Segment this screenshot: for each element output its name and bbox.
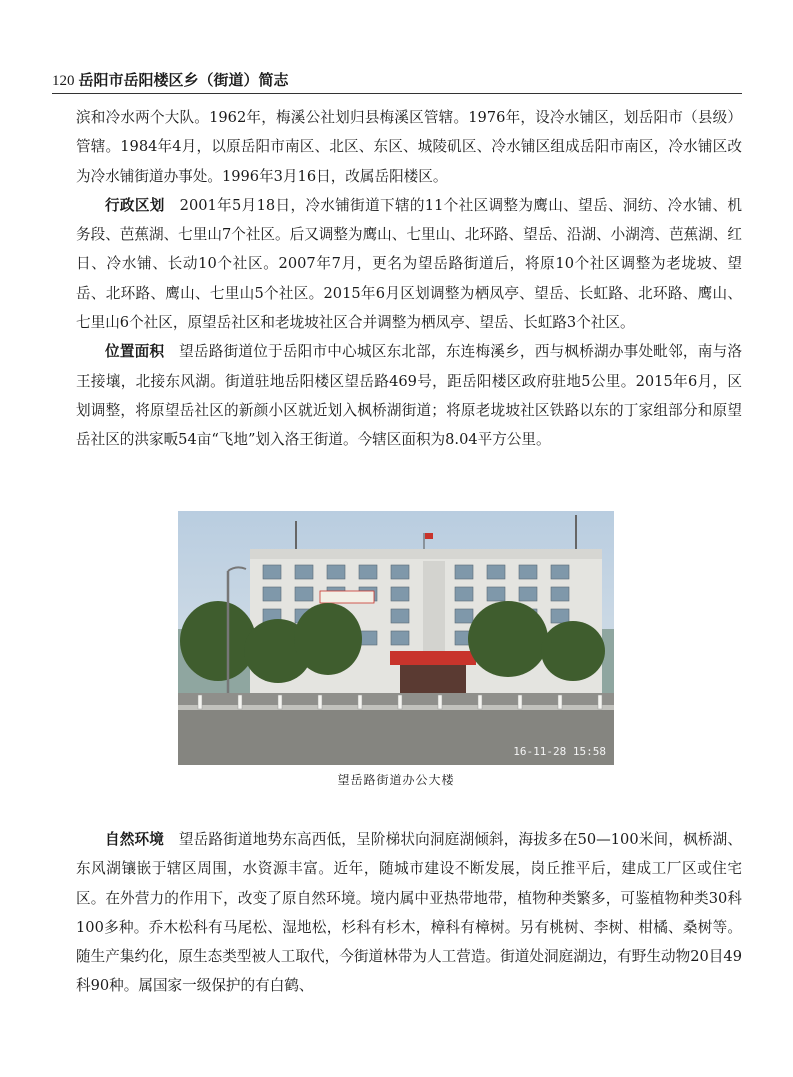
paragraph-text: 望岳路街道位于岳阳市中心城区东北部，东连梅溪乡，西与枫桥湖办事处毗邻，南与洛王接壤，北接东风湖。街道驻地岳阳楼区望岳路469号，距岳阳楼区政府驻地5公里。2015年6月，区划调整，将原望岳社区的新颜小区就近划入枫桥湖街道；将原老垅坡社区铁路以东的丁家组部分和原望岳社区的洪家畈54亩“飞地”划入洛王街道。今辖区面积为8.04平方公里。 xyxy=(76,343,742,449)
section-keyword: 位置面积 xyxy=(105,343,165,361)
book-title: 岳阳市岳阳楼区乡（街道）简志 xyxy=(78,71,289,89)
page-number: 120 xyxy=(52,73,75,89)
section-keyword: 自然环境 xyxy=(105,831,165,848)
photo-caption: 望岳路街道办公大楼 xyxy=(337,773,455,787)
paragraph-location-area xyxy=(76,337,742,454)
text-block-bottom xyxy=(76,825,742,1001)
paragraph-natural-environment xyxy=(76,825,742,1001)
wall-sign xyxy=(320,591,374,603)
paragraph-text: 2001年5月18日，冷水铺街道下辖的11个社区调整为鹰山、望岳、洞纺、冷水铺、机务段、芭蕉湖、七里山7个社区。后又调整为鹰山、七里山、北环路、望岳、沿湖、小湖湾、芭蕉湖、红日、冷水铺、长动10个社区。2007年7月，更名为望岳路街道后，将原10个社区调整为老垅坡、望岳、北环路、鹰山、七里山5个社区。2015年6月区划调整为栖凤亭、望岳、长虹路、北环路、鹰山、七里山6个社区，原望岳社区和老垅坡社区合并调整为栖凤亭、望岳、长虹路3个社区。 xyxy=(76,196,743,332)
road-railing xyxy=(178,705,614,710)
office-building-photo xyxy=(178,511,614,765)
section-keyword: 行政区划 xyxy=(105,196,165,214)
paragraph-text: 滨和冷水两个大队。1962年，梅溪公社划归县梅溪区管辖。1976年，设冷水铺区，划岳阳市（县级）管辖。1984年4月，以原岳阳市南区、北区、东区、城陵矶区、冷水铺区组成岳阳市南区，冷水铺区改为冷水铺街道办事处。1996年3月16日，改属岳阳楼区。 xyxy=(76,109,742,185)
running-header xyxy=(52,64,742,90)
paragraph-admin-division xyxy=(76,191,742,337)
photo-timestamp: 16-11-28 15:58 xyxy=(513,745,606,758)
paragraph-continuation xyxy=(76,103,742,191)
header-rule xyxy=(52,93,742,94)
entrance-banner xyxy=(390,651,476,665)
paragraph-text: 望岳路街道地势东高西低，呈阶梯状向洞庭湖倾斜，海拔多在50—100米间，枫桥湖、东风湖镶嵌于辖区周围，水资源丰富。近年，随城市建设不断发展，岗丘推平后，建成工厂区或住宅区。在外营力的作用下，改变了原自然环境。境内属中亚热带地带，植物种类繁多，可鉴植物种类30科100多种。乔木松科有马尾松、湿地松，杉科有杉木，樟科有樟树。另有桃树、李树、柑橘、桑树等。随生产集约化，原生态类型被人工取代，今街道林带为人工营造。街道处洞庭湖边，有野生动物20目49科90种。属国家一级保护的有白鹤、 xyxy=(76,831,742,995)
text-block-top xyxy=(76,103,742,455)
office-building-illustration xyxy=(178,511,614,765)
